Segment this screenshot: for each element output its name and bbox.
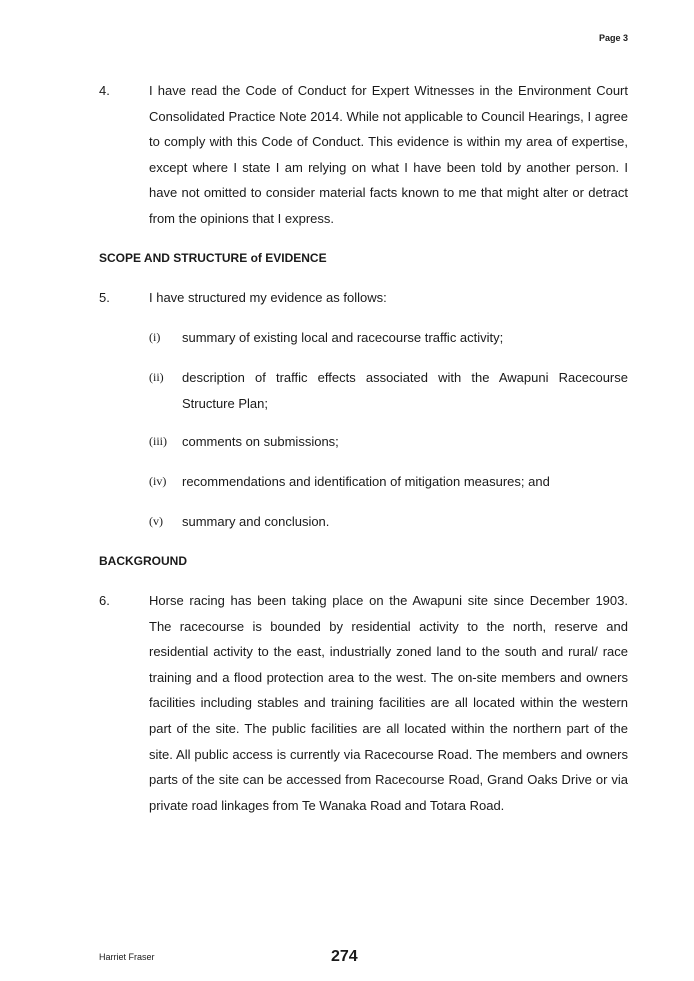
list-item <box>149 365 628 416</box>
list-item <box>149 509 628 535</box>
list-item-text: description of traffic effects associated with the Awapuni Racecourse Structure Plan; <box>182 370 628 411</box>
list-item-text: recommendations and identification of mitigation measures; and <box>182 474 550 489</box>
list-item <box>149 325 628 351</box>
paragraph-number: 4. <box>99 83 110 98</box>
footer-page-number: 274 <box>331 948 358 965</box>
list-item-numeral: (iv) <box>149 474 167 488</box>
paragraph-6 <box>99 588 628 818</box>
page-label: Page 3 <box>598 33 628 43</box>
paragraph-number: 5. <box>99 290 110 305</box>
paragraph-5 <box>99 285 628 311</box>
list-item-text: summary and conclusion. <box>182 514 330 529</box>
list-item <box>149 429 628 455</box>
list-item-text: summary of existing local and racecourse traffic activity; <box>182 330 504 345</box>
list-item <box>149 469 628 495</box>
list-item-numeral: (iii) <box>149 434 167 448</box>
list-item-text: comments on submissions; <box>182 434 339 449</box>
list-item-numeral: (i) <box>149 330 161 344</box>
section-heading-background: BACKGROUND <box>99 554 187 568</box>
footer-author: Harriet Fraser <box>99 952 155 962</box>
section-heading-scope: SCOPE AND STRUCTURE of EVIDENCE <box>99 251 327 265</box>
paragraph-text: Horse racing has been taking place on the Awapuni site since December 1903. The racecourse is bounded by residential activity to the north, reserve and residential activity to the east, industrially zoned land to the south and rural/ race training and a flood protection area to the west. The on-site members and owners facilities including stables and training facilities are all located within the western part of the site. The public facilities are all located within the northern part of the site. All public access is currently via Racecourse Road. The members and owners parts of the site can be accessed from Racecourse Road, Grand Oaks Drive or via private road linkages from Te Wanaka Road and Totara Road. <box>149 593 628 813</box>
paragraph-4 <box>99 78 628 232</box>
paragraph-text: I have structured my evidence as follows: <box>149 290 387 305</box>
paragraph-number: 6. <box>99 593 110 608</box>
list-item-numeral: (v) <box>149 514 163 528</box>
paragraph-text: I have read the Code of Conduct for Expert Witnesses in the Environment Court Consolidated Practice Note 2014. While not applicable to Council Hearings, I agree to comply with this Code of Conduct. This evidence is within my area of expertise, except where I state I am relying on what I have been told by another person. I have not omitted to consider material facts known to me that might alter or detract from the opinions that I express. <box>149 83 628 226</box>
list-item-numeral: (ii) <box>149 370 164 384</box>
